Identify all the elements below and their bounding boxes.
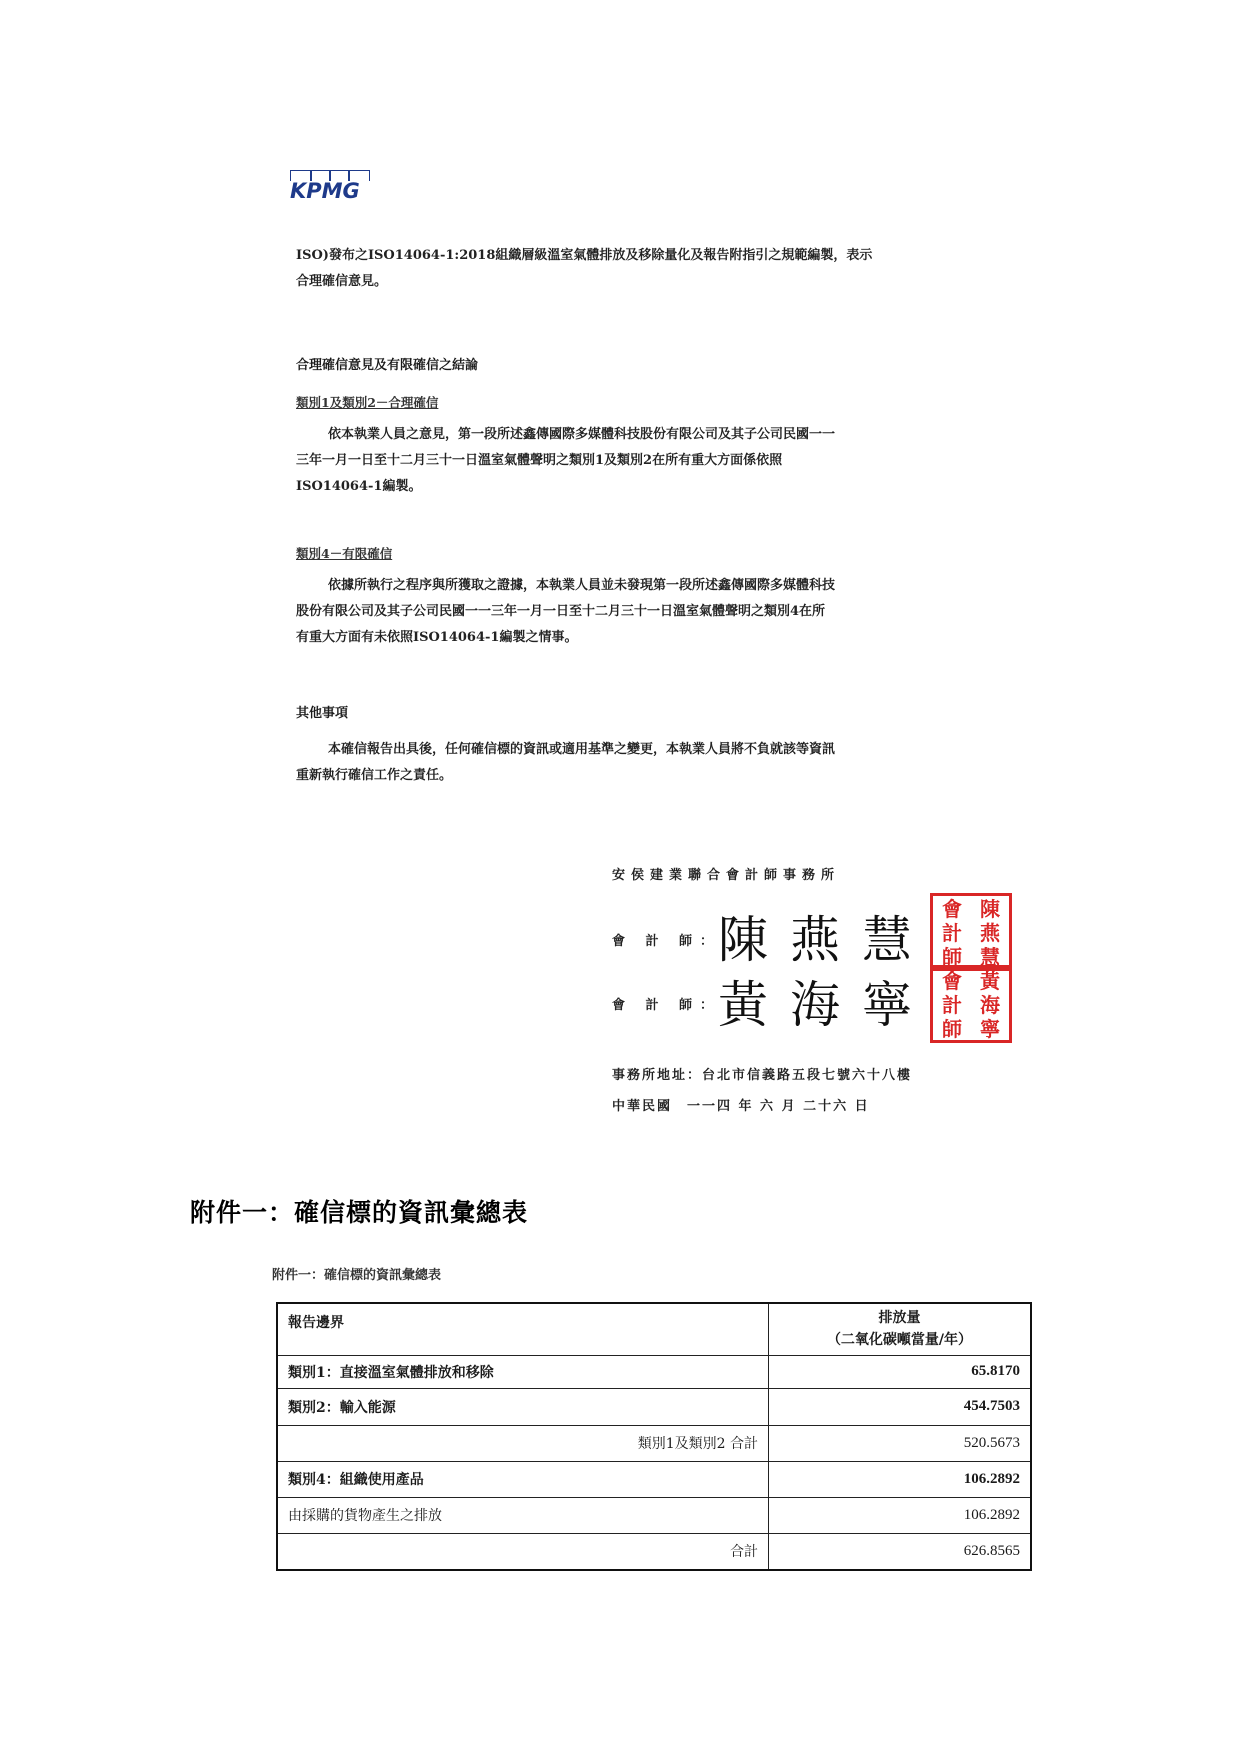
row-value: 106.2892 — [769, 1461, 1032, 1497]
table-row — [277, 1355, 1031, 1388]
seal-glyph: 海 — [980, 993, 1000, 1018]
table-row — [277, 1388, 1031, 1425]
paragraph-line: 依據所執行之程序與所獲取之證據，本執業人員並未發現第一段所述鑫傳國際多媒體科技 — [328, 578, 836, 593]
seal-glyph: 計 — [942, 993, 962, 1018]
report-date: 中華民國 一一四 年 六 月 二十六 日 — [612, 1099, 870, 1114]
other-matters-paragraph — [296, 737, 994, 789]
section2-subheading: 類別4－有限確信 — [296, 546, 393, 561]
table-row — [277, 1533, 1031, 1570]
seal-glyph: 黃 — [980, 969, 1000, 994]
appendix-title: 附件一：確信標的資訊彙總表 — [190, 1198, 529, 1227]
seal-glyph: 計 — [942, 921, 962, 946]
summary-table — [276, 1302, 1032, 1571]
seal-glyph: 寧 — [980, 1016, 1000, 1041]
table-row — [277, 1497, 1031, 1533]
appendix-caption: 附件一：確信標的資訊彙總表 — [272, 1268, 442, 1283]
table-row — [277, 1461, 1031, 1497]
seal-glyph: 慧 — [980, 944, 1000, 969]
seal-1 — [930, 893, 1012, 971]
intro-paragraph — [296, 243, 994, 295]
row-value: 520.5673 — [769, 1425, 1032, 1461]
signature-2: 黃海寧 — [718, 976, 934, 1034]
row-label: 類別4：組織使用產品 — [277, 1461, 769, 1497]
row-label: 類別2：輸入能源 — [277, 1388, 769, 1425]
header-cell-boundary: 報告邊界 — [277, 1303, 769, 1355]
seal-2 — [930, 965, 1012, 1043]
header-cell-emission — [769, 1303, 1032, 1355]
row-label: 類別1：直接溫室氣體排放和移除 — [277, 1355, 769, 1388]
row-value: 106.2892 — [769, 1497, 1032, 1533]
intro-line: ISO)發布之ISO14064-1:2018組織層級溫室氣體排放及移除量化及報告附指引之規範編製，表示 — [296, 248, 873, 263]
section2-paragraph — [296, 573, 994, 651]
row-value: 454.7503 — [769, 1388, 1032, 1425]
firm-address: 事務所地址：台北市信義路五段七號六十八樓 — [612, 1068, 913, 1083]
seal-glyph: 師 — [942, 1016, 962, 1041]
paragraph-line: 重新執行確信工作之責任。 — [296, 768, 453, 783]
kpmg-logo — [290, 170, 370, 204]
seal-glyph: 燕 — [980, 921, 1000, 946]
seal-glyph: 會 — [942, 969, 962, 994]
header-emission-unit: （二氧化碳噸當量/年） — [826, 1332, 973, 1349]
table-header-row — [277, 1303, 1031, 1355]
conclusion-heading: 合理確信意見及有限確信之結論 — [296, 358, 479, 373]
signature-1: 陳燕慧 — [718, 911, 934, 969]
logo-text: KPMG — [290, 179, 360, 203]
row-value: 65.8170 — [769, 1355, 1032, 1388]
row-label: 合計 — [277, 1533, 769, 1570]
cpa-label-1: 會 計 師： — [612, 934, 722, 949]
paragraph-line: 本確信報告出具後，任何確信標的資訊或適用基準之變更，本執業人員將不負就該等資訊 — [328, 742, 836, 757]
paragraph-line: 依本執業人員之意見，第一段所述鑫傳國際多媒體科技股份有限公司及其子公司民國一一 — [328, 427, 836, 442]
row-label: 類別1及類別2 合計 — [277, 1425, 769, 1461]
seal-glyph: 師 — [942, 944, 962, 969]
paragraph-line: 有重大方面有未依照ISO14064-1編製之情事。 — [296, 630, 578, 645]
intro-line: 合理確信意見。 — [296, 274, 388, 289]
section1-subheading: 類別1及類別2－合理確信 — [296, 395, 439, 410]
table-row — [277, 1425, 1031, 1461]
section1-paragraph — [296, 422, 994, 500]
paragraph-line: 三年一月一日至十二月三十一日溫室氣體聲明之類別1及類別2在所有重大方面係依照 — [296, 453, 783, 468]
other-matters-heading: 其他事項 — [296, 706, 349, 721]
header-emission-label: 排放量 — [878, 1310, 921, 1327]
seal-glyph: 會 — [942, 897, 962, 922]
paragraph-line: 股份有限公司及其子公司民國一一三年一月一日至十二月三十一日溫室氣體聲明之類別4在所 — [296, 604, 826, 619]
row-label: 由採購的貨物產生之排放 — [277, 1497, 769, 1533]
seal-glyph: 陳 — [980, 897, 1000, 922]
row-value: 626.8565 — [769, 1533, 1032, 1570]
paragraph-line: ISO14064-1編製。 — [296, 479, 422, 494]
firm-name: 安侯建業聯合會計師事務所 — [612, 868, 841, 883]
cpa-label-2: 會 計 師： — [612, 998, 722, 1013]
